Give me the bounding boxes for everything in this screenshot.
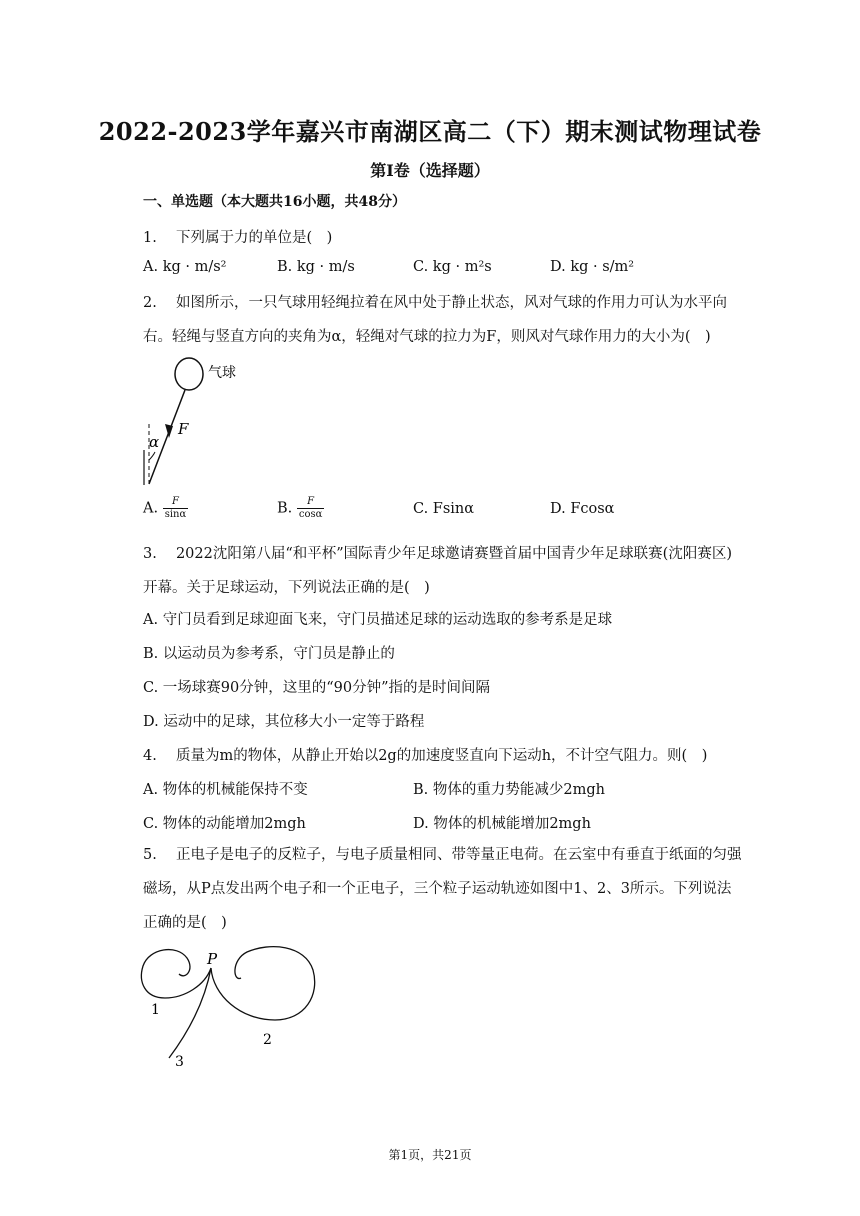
track-2-label: 2	[263, 1032, 272, 1048]
point-p-label: P	[207, 950, 218, 968]
question-1-option-d: D. kg · s/m²	[550, 259, 635, 275]
question-2-option-c: C. Fsinα	[413, 501, 475, 517]
question-3-option-b: B. 以运动员为参考系，守门员是静止的	[143, 646, 395, 662]
question-3-option-a: A. 守门员看到足球迎面飞来，守门员描述足球的运动选取的参考系是足球	[143, 612, 613, 628]
question-2-option-b	[277, 496, 324, 521]
option-b-prefix: B.	[277, 500, 293, 517]
force-label: F	[178, 420, 189, 438]
question-2-option-a	[143, 496, 188, 521]
question-2-stem: 2. 如图所示，一只气球用轻绳拉着在风中处于静止状态，风对气球的作用力可认为水平向右。轻绳与竖直方向的夹角为α，轻绳对气球的拉力为F，则风对气球作用力的大小为( )	[143, 295, 727, 345]
question-1-option-c: C. kg · m²s	[413, 259, 492, 275]
option-a-prefix: A.	[143, 500, 159, 517]
question-1-option-a: A. kg · m/s²	[143, 259, 227, 275]
option-b-fraction	[297, 496, 325, 521]
question-3-option-d: D. 运动中的足球，其位移大小一定等于路程	[143, 714, 425, 730]
question-2-option-d: D. Fcosα	[550, 501, 615, 517]
option-a-fraction	[163, 496, 189, 521]
question-1-option-b: B. kg · m/s	[277, 259, 355, 275]
particle-tracks-figure	[135, 940, 325, 1070]
angle-label: α	[149, 433, 160, 451]
page-title: 2022-2023学年嘉兴市南湖区高二（下）期末测试物理试卷	[98, 117, 762, 146]
balloon-label: 气球	[208, 365, 236, 381]
page-footer: 第1页，共21页	[388, 1148, 472, 1162]
question-1-stem: 1. 下列属于力的单位是( )	[143, 230, 333, 246]
track-1-label: 1	[151, 1002, 160, 1018]
balloon-figure	[140, 352, 250, 487]
question-4-option-b: B. 物体的重力势能减少2mgh	[413, 782, 605, 798]
option-b-denominator: cosα	[298, 509, 323, 520]
volume-subtitle: 第I卷（选择题）	[370, 161, 490, 180]
question-4-stem: 4. 质量为m的物体，从静止开始以2g的加速度竖直向下运动h，不计空气阻力。则( )	[143, 748, 708, 764]
question-5-stem: 5. 正电子是电子的反粒子，与电子质量相同、带等量正电荷。在云室中有垂直于纸面的匀强磁场，从P点发出两个电子和一个正电子，三个粒子运动轨迹如图中1、2、3所示。下列说法正确的是( )	[143, 847, 742, 931]
question-4-option-c: C. 物体的动能增加2mgh	[143, 816, 306, 832]
question-4-option-a: A. 物体的机械能保持不变	[143, 782, 308, 798]
question-3-stem: 3. 2022沈阳第八届“和平杯”国际青少年足球邀请赛暨首届中国青少年足球联赛(沈阳赛区)开幕。关于足球运动，下列说法正确的是( )	[143, 546, 732, 596]
track-3-label: 3	[175, 1054, 184, 1070]
option-a-numerator: F	[163, 496, 189, 509]
section-heading: 一、单选题（本大题共16小题，共48分）	[143, 194, 406, 210]
question-4-option-d: D. 物体的机械能增加2mgh	[413, 816, 591, 832]
question-3-option-c: C. 一场球赛90分钟，这里的“90分钟”指的是时间间隔	[143, 680, 491, 696]
option-b-numerator: F	[297, 496, 325, 509]
option-a-denominator: sinα	[164, 509, 187, 520]
